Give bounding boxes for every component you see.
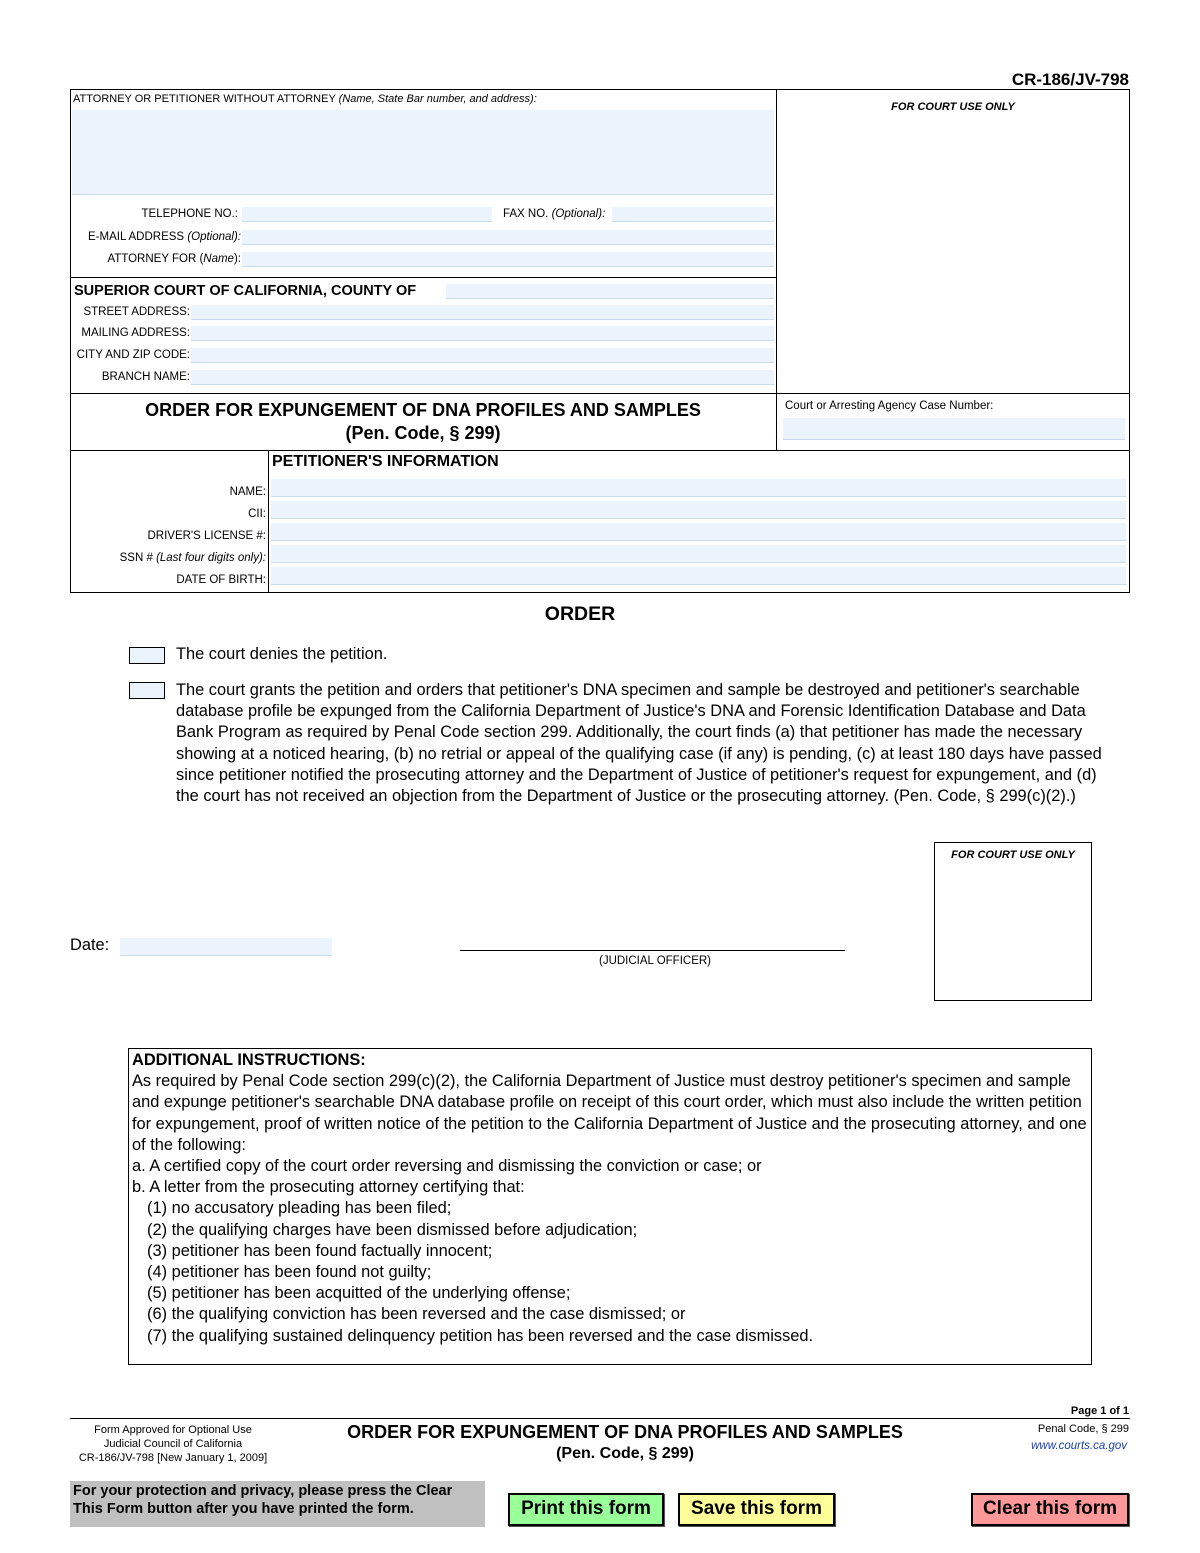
city-zip-field[interactable]	[191, 348, 774, 363]
attorney-for-label: ATTORNEY FOR (Name):	[107, 253, 241, 265]
branch-name-label: BRANCH NAME:	[101, 371, 190, 383]
mailing-address-field[interactable]	[191, 326, 774, 341]
page-number: Page 1 of 1	[1070, 1405, 1129, 1417]
ssn-label: SSN # (Last four digits only):	[119, 552, 266, 564]
street-address-label: STREET ADDRESS:	[83, 306, 190, 318]
court-title: SUPERIOR COURT OF CALIFORNIA, COUNTY OF	[74, 283, 417, 299]
deny-checkbox[interactable]	[129, 647, 165, 664]
privacy-notice	[70, 1481, 485, 1527]
telephone-label: TELEPHONE NO.:	[141, 208, 238, 220]
petitioner-heading: PETITIONER'S INFORMATION	[272, 453, 499, 470]
street-address-field[interactable]	[191, 305, 774, 320]
case-number-label: Court or Arresting Agency Case Number:	[785, 400, 994, 412]
city-zip-label: CITY AND ZIP CODE:	[76, 349, 190, 361]
form-title: ORDER FOR EXPUNGEMENT OF DNA PROFILES AND SAMPLES	[145, 400, 701, 420]
signature-line	[460, 950, 845, 951]
footer-title: ORDER FOR EXPUNGEMENT OF DNA PROFILES AND SAMPLES	[347, 1422, 903, 1442]
instructions-item-a: a. A certified copy of the court order reversing and dismissing the conviction or case; or	[132, 1157, 762, 1176]
instructions-sub-item: (6) the qualifying conviction has been reversed and the case dismissed; or	[147, 1305, 686, 1324]
clear-button[interactable]: Clear this form	[971, 1493, 1129, 1526]
drivers-license-field[interactable]	[271, 523, 1126, 541]
ssn-field[interactable]	[271, 545, 1126, 563]
instructions-sub-item: (4) petitioner has been found not guilty;	[147, 1263, 432, 1282]
instructions-item-b: b. A letter from the prosecuting attorney certifying that:	[132, 1178, 525, 1197]
instructions-heading: ADDITIONAL INSTRUCTIONS:	[132, 1051, 366, 1069]
instructions-content	[132, 1050, 1088, 1347]
mailing-address-label: MAILING ADDRESS:	[81, 327, 190, 339]
approval-line-2: Judicial Council of California	[103, 1438, 243, 1450]
website-link[interactable]: www.courts.ca.gov	[1031, 1440, 1127, 1452]
save-button[interactable]: Save this form	[678, 1493, 835, 1526]
drivers-license-label: DRIVER'S LICENSE #:	[147, 530, 266, 542]
grant-text: The court grants the petition and orders that petitioner's DNA specimen and sample be destroyed and petitioner's searchable database profile be expunged from the California Department of Justice's DNA and Forensic Identification Database and Data Bank Program as required by Penal Code section 299. Additionally, the court finds (a) that petitioner has made the necessary showing at a noticed hearing, (b) no retrial or appeal of the qualifying case (if any) is pending, (c) at least 180 days have passed since petitioner notified the prosecuting attorney and the Department of Justice of petitioner's request for expungement, and (d) the court has not received an objection from the Department of Justice or the prosecuting attorney. (Pen. Code, § 299(c)(2).)	[176, 681, 1102, 806]
attorney-divider	[70, 277, 777, 278]
petitioner-divider	[268, 450, 269, 593]
attorney-header: ATTORNEY OR PETITIONER WITHOUT ATTORNEY (Name, State Bar number, and address):	[73, 93, 537, 105]
order-heading: ORDER	[544, 603, 616, 625]
name-field[interactable]	[271, 479, 1126, 497]
case-number-field[interactable]	[783, 418, 1125, 440]
county-field[interactable]	[446, 284, 774, 299]
approval-line-1: Form Approved for Optional Use	[94, 1424, 252, 1436]
date-label: Date:	[70, 936, 110, 954]
date-field[interactable]	[120, 938, 332, 956]
privacy-line-1: For your protection and privacy, please press the Clear	[73, 1483, 453, 1499]
court-use-only-label-2: FOR COURT USE ONLY	[951, 849, 1075, 861]
cii-label: CII:	[248, 508, 266, 520]
fax-field[interactable]	[612, 207, 774, 222]
footer-subtitle: (Pen. Code, § 299)	[556, 1445, 694, 1462]
email-label: E-MAIL ADDRESS (Optional):	[88, 231, 241, 243]
approval-line-3: CR-186/JV-798 [New January 1, 2009]	[78, 1452, 268, 1464]
title-divider	[70, 393, 1130, 394]
form-number: CR-186/JV-798	[1011, 70, 1129, 89]
deny-text: The court denies the petition.	[176, 645, 388, 663]
print-button[interactable]: Print this form	[508, 1493, 664, 1526]
dob-field[interactable]	[271, 567, 1126, 585]
instructions-sub-item: (3) petitioner has been found factually innocent;	[147, 1241, 493, 1260]
fax-label: FAX NO. (Optional):	[503, 208, 606, 220]
judicial-officer-label: (JUDICIAL OFFICER)	[598, 955, 712, 967]
footer-rule	[70, 1418, 1130, 1419]
header-divider	[776, 89, 777, 451]
instructions-sub-item: (1) no accusatory pleading has been filed;	[147, 1199, 452, 1218]
instructions-sub-item: (7) the qualifying sustained delinquency petition has been reversed and the case dismissed.	[147, 1326, 814, 1345]
approval-block	[70, 1423, 276, 1465]
grant-checkbox[interactable]	[129, 682, 165, 699]
branch-name-field[interactable]	[191, 370, 774, 385]
telephone-field[interactable]	[242, 207, 492, 222]
instructions-sub-item: (5) petitioner has been acquitted of the underlying offense;	[147, 1284, 571, 1303]
court-use-only-label: FOR COURT USE ONLY	[891, 101, 1015, 113]
code-reference: Penal Code, § 299	[1037, 1423, 1129, 1435]
dob-label: DATE OF BIRTH:	[176, 574, 266, 586]
instructions-sub-item: (2) the qualifying charges have been dismissed before adjudication;	[147, 1220, 638, 1239]
instructions-body: As required by Penal Code section 299(c)(2), the California Department of Justice must destroy petitioner's specimen and sample and expunge petitioner's searchable DNA database profile on receipt of this court order, which must also include the written petition for expungement, proof of written notice of the petition to the California Department of Justice and the prosecuting attorney, and one of the following:	[132, 1072, 1087, 1154]
attorney-for-field[interactable]	[242, 252, 774, 267]
court-use-box	[934, 842, 1092, 1001]
name-label: NAME:	[229, 486, 266, 498]
form-subtitle: (Pen. Code, § 299)	[345, 423, 501, 443]
email-field[interactable]	[242, 230, 774, 245]
cii-field[interactable]	[271, 501, 1126, 519]
attorney-address-field[interactable]	[72, 110, 774, 195]
privacy-line-2: This Form button after you have printed the form.	[73, 1501, 414, 1517]
